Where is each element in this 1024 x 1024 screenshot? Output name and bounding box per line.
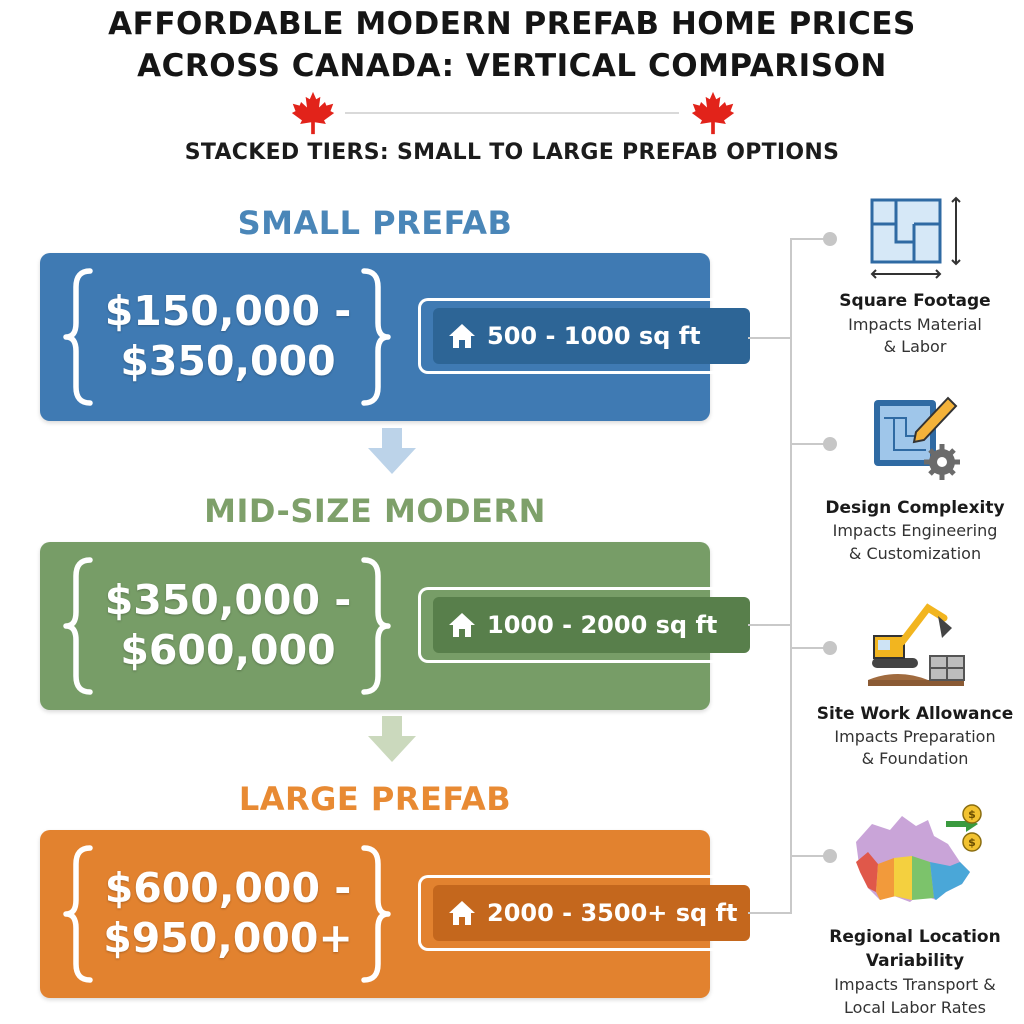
size-label-container: [433, 597, 750, 653]
tier-title-mid: MID-SIZE MODERN: [204, 492, 546, 530]
excavator-icon: [858, 598, 968, 688]
header-divider: [345, 112, 679, 114]
factor-desc: & Customization: [848, 544, 982, 563]
left-brace-icon: [62, 267, 96, 407]
house-icon: [447, 322, 477, 350]
canada-map-icon: [850, 802, 990, 912]
tier-box-mid: [40, 542, 718, 710]
factor-desc: Impacts Transport &: [834, 975, 996, 994]
right-brace-icon: [358, 556, 392, 696]
blueprint-gear-icon: [860, 392, 970, 482]
connector-tier: [748, 912, 792, 914]
factor-title: Square Footage: [839, 291, 991, 311]
left-brace-icon: [62, 844, 96, 984]
svg-text:$: $: [968, 836, 976, 849]
connector-tier: [748, 337, 792, 339]
tier-box-large: [40, 830, 738, 998]
connector-dot: [823, 849, 837, 863]
house-icon: [447, 899, 477, 927]
subtitle: STACKED TIERS: SMALL TO LARGE PREFAB OPTIONS: [184, 140, 840, 165]
factor-title: Variability: [865, 951, 965, 971]
factor-desc: Impacts Engineering: [832, 521, 998, 540]
size-range: 500 - 1000 sq ft: [487, 322, 701, 350]
maple-leaf-icon: [290, 90, 336, 136]
connector-tier: [748, 624, 792, 626]
title-line-2: ACROSS CANADA: VERTICAL COMPARISON: [137, 48, 887, 84]
maple-leaf-icon: [690, 90, 736, 136]
tier-box-small: [40, 253, 710, 421]
down-arrow-icon: [366, 716, 418, 764]
price-range-end: $600,000: [120, 626, 336, 674]
factor-desc: & Foundation: [861, 749, 969, 768]
size-range: 2000 - 3500+ sq ft: [487, 899, 738, 927]
tier-title-small: SMALL PREFAB: [237, 204, 513, 242]
factor-desc: Local Labor Rates: [844, 998, 986, 1017]
factor-title: Design Complexity: [825, 498, 1005, 518]
size-pill: [418, 875, 750, 951]
title-line-1: AFFORDABLE MODERN PREFAB HOME PRICES: [108, 6, 916, 42]
size-pill: [418, 587, 750, 663]
connector-vertical: [790, 238, 792, 914]
tier-title-large: LARGE PREFAB: [238, 780, 512, 818]
size-label-container: [433, 885, 750, 941]
size-label-container: [433, 308, 750, 364]
factor-desc: Impacts Material: [848, 315, 982, 334]
price-range-start: $350,000 -: [104, 576, 352, 624]
connector-dot: [823, 641, 837, 655]
price-range-start: $600,000 -: [104, 864, 352, 912]
size-range: 1000 - 2000 sq ft: [487, 611, 718, 639]
price-range-end: $350,000: [120, 337, 336, 385]
factor-title: Site Work Allowance: [816, 704, 1014, 724]
connector-dot: [823, 232, 837, 246]
factor-desc: & Labor: [883, 337, 947, 356]
factor-title: Regional Location: [829, 927, 1001, 947]
factor-desc: Impacts Preparation: [834, 727, 996, 746]
floor-plan-icon: [862, 194, 972, 284]
left-brace-icon: [62, 556, 96, 696]
down-arrow-icon: [366, 428, 418, 476]
price-range-start: $150,000 -: [104, 287, 352, 335]
connector-dot: [823, 437, 837, 451]
svg-text:$: $: [968, 808, 976, 821]
size-pill: [418, 298, 750, 374]
right-brace-icon: [358, 267, 392, 407]
right-brace-icon: [358, 844, 392, 984]
house-icon: [447, 611, 477, 639]
price-range-end: $950,000+: [103, 914, 353, 962]
